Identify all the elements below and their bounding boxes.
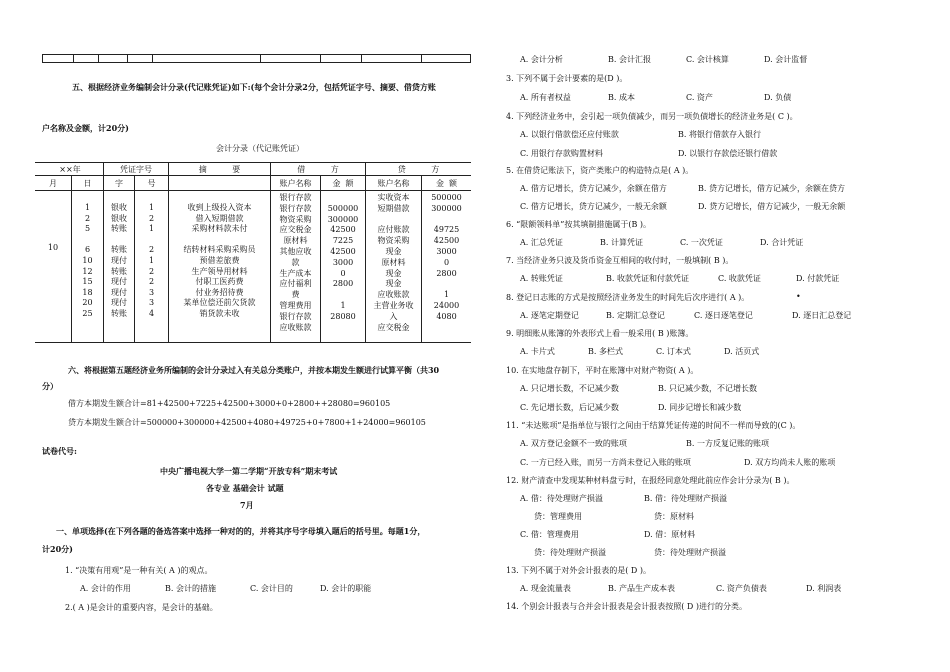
q6-option-a: A. 汇总凭证 <box>520 238 563 247</box>
q2-option-b: B. 会计汇报 <box>608 55 651 64</box>
q6-option-d: D. 合计凭证 <box>760 238 804 247</box>
question-6: 6. “限额领料单”按其填制措施属于(B )。 <box>506 220 652 229</box>
cell-month: 10 <box>47 243 59 252</box>
q5-option-c: C. 借方记增长，贷方记减少，一般无余额 <box>520 202 667 211</box>
q8-option-b: B. 定期汇总登记 <box>606 311 665 320</box>
q13-option-d: D. 利润表 <box>806 584 842 593</box>
section5-heading-cont: 户名称及金额，计20分) <box>42 123 129 133</box>
question-4: 4. 下列经济业务中，会引起一项负债减少，而另一项负债增长的经济业务是( C )。 <box>506 112 798 121</box>
q1-option-a: A. 会计的作用 <box>80 584 131 593</box>
col-nums: 1 2 1 2 1 2 2 3 3 4 <box>148 203 155 318</box>
q1-option-c: C. 会计目的 <box>250 584 293 593</box>
q8-option-d: D. 逐日汇总登记 <box>792 311 852 320</box>
q7-option-b: B. 收款凭证和付款凭证 <box>606 274 689 283</box>
q12-option-d-credit: 贷：待处理财产损溢 <box>654 548 726 557</box>
exam-month: 7月 <box>240 500 254 510</box>
header-credit-amount: 金 额 <box>435 179 458 188</box>
q10-option-c: C. 先记增长数，后记减少数 <box>520 403 619 412</box>
credit-total: 贷方本期发生额合计=500000+300000+42500+4080+49725+0+7800+1+24000=960105 <box>68 418 426 427</box>
q10-option-b: B. 只记减少数，不记增长数 <box>658 384 757 393</box>
col-credit-amounts: 500000 300000 49725 42500 3000 0 2800 1 24000 4080 <box>431 193 462 321</box>
header-credit: 贷 方 <box>397 165 440 174</box>
q12-option-d-debit: D. 借：原材料 <box>644 530 696 539</box>
q9-option-d: D. 活页式 <box>724 347 760 356</box>
q7-option-d: D. 付款凭证 <box>796 274 840 283</box>
q3-option-a: A. 所有者权益 <box>520 93 571 102</box>
q9-option-c: C. 订本式 <box>656 347 691 356</box>
question-5: 5. 在借贷记账法下，资产类账户的构造特点是( A )。 <box>506 166 694 175</box>
q6-option-c: C. 一次凭证 <box>680 238 723 247</box>
q4-option-d: D. 以银行存款偿还银行借款 <box>678 149 778 158</box>
header-year: ××年 <box>59 165 81 174</box>
q10-option-d: D. 同步记增长和减少数 <box>658 403 742 412</box>
header-debit-account: 账户名称 <box>279 179 312 188</box>
q12-option-c-debit: C. 借：管理费用 <box>520 530 579 539</box>
q13-option-a: A. 现金流量表 <box>520 584 571 593</box>
q13-option-b: B. 产品生产成本表 <box>608 584 675 593</box>
q3-option-c: C. 资产 <box>686 93 713 102</box>
question-9: 9. 明细账从账簿的外表形式上看一般采用( B )账簿。 <box>506 329 694 338</box>
q5-option-d: D. 贷方记增长，借方记减少，一般无余额 <box>698 202 846 211</box>
q13-option-c: C. 资产负债表 <box>716 584 767 593</box>
section1-heading: 一、单项选择(在下列各题的备选答案中选择一种对的的，并将其序号字母填入题后的括号里。每题1分， <box>56 526 426 536</box>
q1-option-d: D. 会计的职能 <box>320 584 372 593</box>
section6-heading-cont: 分） <box>42 381 58 391</box>
q5-option-a: A. 借方记增长，贷方记减少，余额在借方 <box>520 184 667 193</box>
question-12: 12. 财产清查中发现某种材料盘亏时，在报经同意处理此前应作会计分录为( B )。 <box>506 476 795 485</box>
q12-option-b-debit: B. 借：待处理财产损溢 <box>644 494 727 503</box>
q12-option-a-debit: A. 借：待处理财产损溢 <box>520 494 603 503</box>
exam-subtitle: 各专业 基础会计 试题 <box>206 483 284 493</box>
question-1: 1. “决策有用观”是一种有关( A )的观点。 <box>65 566 213 575</box>
question-8: 8. 登记日志账的方式是按照经济业务发生的时间先后次序进行( A )。 <box>506 293 750 302</box>
question-7: 7. 当经济业务只波及货币资金互相间的收付时，一般填制( B )。 <box>506 256 734 265</box>
header-debit-amount: 金 额 <box>332 179 354 188</box>
question-13: 13. 下列不属于对外会计报表的是( D )。 <box>506 566 652 575</box>
section5-heading: 五、根据经济业务编制会计分录(代记账凭证)如下:(每个会计分录2分，包括凭证字号、摘要、借贷方账 <box>72 82 436 92</box>
question-11: 11. “未达账项”是指单位与银行之间由于结算凭证传递的时间不一样而导致的(C )。 <box>506 421 801 430</box>
q4-option-b: B. 将银行借款存入银行 <box>678 130 761 139</box>
header-credit-account: 账户名称 <box>377 179 410 188</box>
q11-option-b: B. 一方反复记账的账项 <box>686 439 769 448</box>
q12-option-c-credit: 贷：待处理财产损溢 <box>534 548 606 557</box>
debit-total: 借方本期发生额合计=81+42500+7225+42500+3000+0+2800++28080=960105 <box>68 399 391 408</box>
q11-option-c: C. 一方已经入账，而另一方尚未登记入账的账项 <box>520 458 691 467</box>
q4-option-c: C. 用银行存款购置材料 <box>520 149 603 158</box>
q11-option-d: D. 双方均尚未人账的账项 <box>744 458 836 467</box>
q9-option-b: B. 多栏式 <box>588 347 623 356</box>
question-10: 10. 在实地盘存制下，平时在账簿中对财产物资( A )。 <box>506 366 699 375</box>
q4-option-a: A. 以银行借款偿还应付账款 <box>520 130 619 139</box>
q1-option-b: B. 会计的措施 <box>165 584 216 593</box>
q5-option-b: B. 贷方记增长，借方记减少，余额在贷方 <box>698 184 845 193</box>
header-char: 字 <box>115 179 123 188</box>
col-days: 1 2 5 6 10 12 15 18 20 25 <box>82 203 93 318</box>
q3-option-d: D. 负债 <box>764 93 792 102</box>
header-num: 号 <box>147 179 156 188</box>
q2-option-a: A. 会计分析 <box>520 55 563 64</box>
header-summary: 摘 要 <box>198 165 241 174</box>
header-debit: 借 方 <box>297 165 339 174</box>
q12-option-a-credit: 贷：管理费用 <box>534 512 582 521</box>
q9-option-a: A. 卡片式 <box>520 347 555 356</box>
section1-heading-cont: 计20分) <box>42 544 73 554</box>
exam-title: 中央广播电视大学一第二学期“开放专科”期末考试 <box>160 466 338 476</box>
col-credit-accounts: 实收资本 短期借款 应付账款 物资采购 现金 原材料 现金 现金 应收账款 主营业务收 入 应交税金 <box>373 193 414 332</box>
q3-option-b: B. 成本 <box>608 93 635 102</box>
q6-option-b: B. 计算凭证 <box>600 238 643 247</box>
table-caption: 会计分录（代记账凭证） <box>216 144 304 153</box>
bullet-mark: • <box>796 292 801 301</box>
header-voucher: 凭证字号 <box>120 165 152 174</box>
q11-option-a: A. 双方登记金额不一致的账项 <box>520 439 627 448</box>
question-3: 3. 下列不属于会计要素的是(D )。 <box>506 74 628 83</box>
q2-option-d: D. 会计监督 <box>764 55 808 64</box>
q12-option-b-credit: 贷：原材料 <box>654 512 694 521</box>
paper-code: 试卷代号: <box>42 446 77 456</box>
question-14: 14. 个别会计报表与合并会计报表是会计报表按照( D )进行的分类。 <box>506 602 748 611</box>
section6-heading: 六、将根据第五题经济业务所编制的会计分录过入有关总分类账户，并按本期发生额进行试算平衡（共30 <box>68 365 440 375</box>
header-month: 月 <box>49 179 57 188</box>
q2-option-c: C. 会计核算 <box>686 55 729 64</box>
q8-option-c: C. 逐日逐笔登记 <box>694 311 753 320</box>
q8-option-a: A. 逐笔定期登记 <box>520 311 579 320</box>
col-debit-amounts: 500000 300000 42500 7225 42500 3000 0 2800 1 28080 <box>327 203 359 321</box>
col-debit-accounts: 银行存款 银行存款 物资采购 应交税金 原材料 其他应收 款 生产成本 应付福利 费 管理费用 银行存款 应收账款 <box>279 193 312 332</box>
q7-option-c: C. 收款凭证 <box>718 274 761 283</box>
q7-option-a: A. 转账凭证 <box>520 274 563 283</box>
header-day: 日 <box>83 179 92 188</box>
q10-option-a: A. 只记增长数，不记减少数 <box>520 384 619 393</box>
col-summaries: 收到上级投入资本 借入短期借款 采购材料款未付 结转材料采购采购员 预借差旅费 生产领导用材料 付职工医药费 付业务招待费 某单位偿还前欠货款 销货款未收 <box>183 203 256 318</box>
col-chars: 银收 银收 转账 转账 现付 转账 现付 现付 现付 转账 <box>111 203 127 318</box>
question-2: 2.( A )是会计的重要内容，是会计的基础。 <box>65 603 218 612</box>
